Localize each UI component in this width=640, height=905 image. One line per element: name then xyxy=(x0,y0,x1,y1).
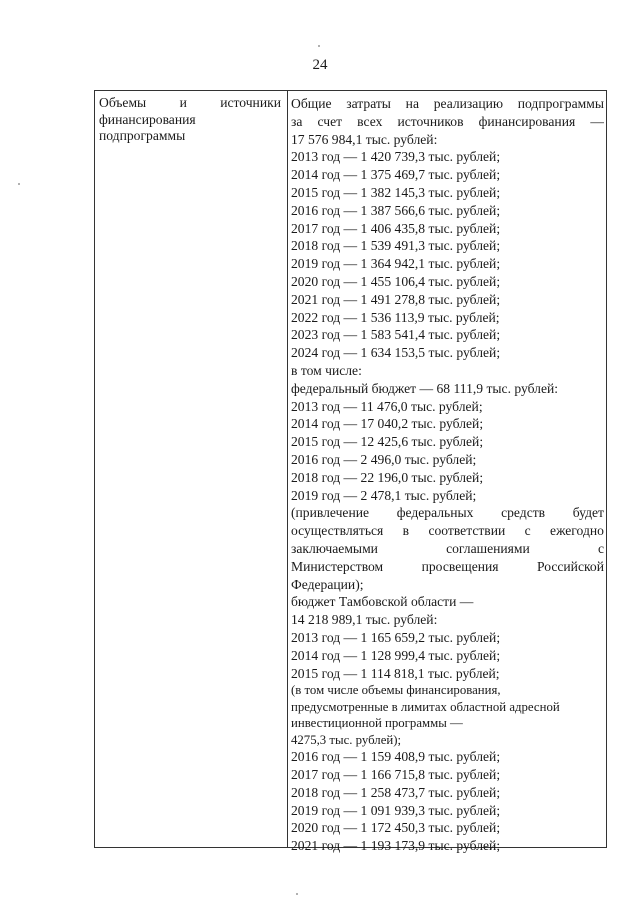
federal-note-line xyxy=(291,504,604,522)
scan-speck xyxy=(18,183,20,185)
row-label-line-2: финансирования xyxy=(99,111,196,127)
scan-speck xyxy=(318,45,320,47)
row-label-cell xyxy=(99,95,281,145)
federal-note-line-word: ежегодно xyxy=(550,523,604,539)
federal-budget-header: федеральный бюджет — 68 111,9 тыс. рублей: xyxy=(291,380,559,396)
federal-note-line-word: соглашениями xyxy=(446,540,530,556)
federal-note-line-word: Министерством xyxy=(291,558,384,574)
federal-note-line-word: с xyxy=(597,540,604,556)
total-year-line: 2022 год — 1 536 113,9 тыс. рублей; xyxy=(291,309,500,325)
regional-year-line: 2020 год — 1 172 450,3 тыс. рублей; xyxy=(291,820,501,836)
total-year-line: 2016 год — 1 387 566,6 тыс. рублей; xyxy=(291,202,501,218)
intro-line-2-word: всех xyxy=(357,113,383,129)
financing-details-cell xyxy=(291,95,604,855)
federal-note-line xyxy=(291,540,604,558)
intro-line-1-word: затраты xyxy=(346,96,391,111)
row-label-word: источники xyxy=(220,95,281,110)
regional-year-line: 2014 год — 1 128 999,4 тыс. рублей; xyxy=(291,647,501,663)
regional-year-line: 2013 год — 1 165 659,2 тыс. рублей; xyxy=(291,629,501,645)
federal-year-line: 2014 год — 17 040,2 тыс. рублей; xyxy=(291,416,484,432)
federal-note-line-word: (привлечение xyxy=(291,505,370,521)
intro-line-2-word: источников xyxy=(397,113,464,129)
regional-year-line: 2015 год — 1 114 818,1 тыс. рублей; xyxy=(291,665,500,681)
intro-line-2-word: счет xyxy=(317,113,343,129)
intro-line-1 xyxy=(291,95,604,113)
federal-note-line-word: осуществляться xyxy=(291,523,384,539)
federal-note-line-word: федеральных xyxy=(396,505,474,521)
federal-note-line xyxy=(291,558,604,576)
total-year-line: 2018 год — 1 539 491,3 тыс. рублей; xyxy=(291,238,501,254)
federal-year-line: 2018 год — 22 196,0 тыс. рублей; xyxy=(291,469,484,485)
total-year-line: 2013 год — 1 420 739,3 тыс. рублей; xyxy=(291,149,501,165)
including-label: в том числе: xyxy=(291,362,362,378)
regional-year-line: 2018 год — 1 258 473,7 тыс. рублей; xyxy=(291,784,501,800)
regional-note-line: предусмотренные в лимитах областной адресной xyxy=(291,699,560,714)
row-label-line-3: подпрограммы xyxy=(99,128,186,144)
federal-note-line-word: заключаемыми xyxy=(291,540,378,556)
federal-note-line-word: просвещения xyxy=(421,558,499,574)
total-year-line: 2024 год — 1 634 153,5 тыс. рублей; xyxy=(291,345,501,361)
column-divider xyxy=(287,91,288,847)
federal-year-line: 2013 год — 11 476,0 тыс. рублей; xyxy=(291,398,483,414)
intro-line-2 xyxy=(291,113,604,131)
federal-note-line xyxy=(291,522,604,540)
scan-speck xyxy=(296,893,298,895)
regional-year-line: 2021 год — 1 193 173,9 тыс. рублей; xyxy=(291,838,501,854)
regional-budget-amount: 14 218 989,1 тыс. рублей: xyxy=(291,612,438,628)
total-year-line: 2020 год — 1 455 106,4 тыс. рублей; xyxy=(291,273,501,289)
federal-note-line-word: средств xyxy=(501,505,546,521)
federal-year-line: 2015 год — 12 425,6 тыс. рублей; xyxy=(291,434,484,450)
federal-year-line: 2019 год — 2 478,1 тыс. рублей; xyxy=(291,487,477,503)
regional-year-line: 2017 год — 1 166 715,8 тыс. рублей; xyxy=(291,767,501,783)
regional-note-line: инвестиционной программы — xyxy=(291,716,463,731)
intro-line-1-word: на xyxy=(405,96,419,111)
total-year-line: 2019 год — 1 364 942,1 тыс. рублей; xyxy=(291,256,501,272)
federal-note-line-word: в xyxy=(402,523,410,539)
federal-note-line: Федерации); xyxy=(291,576,364,592)
financing-table xyxy=(94,90,607,854)
regional-year-line: 2019 год — 1 091 939,3 тыс. рублей; xyxy=(291,802,501,818)
federal-note-line-word: будет xyxy=(572,505,604,521)
federal-year-line: 2016 год — 2 496,0 тыс. рублей; xyxy=(291,451,477,467)
regional-note-line: 4275,3 тыс. рублей); xyxy=(291,732,402,747)
total-year-line: 2021 год — 1 491 278,8 тыс. рублей; xyxy=(291,291,501,307)
intro-line-2-word: за xyxy=(291,113,303,129)
row-label-word: и xyxy=(179,95,187,110)
intro-line-1-word: Общие xyxy=(291,96,332,111)
federal-note-line-word: соответствии xyxy=(428,523,506,539)
row-label-line-1 xyxy=(99,95,281,112)
regional-year-line: 2016 год — 1 159 408,9 тыс. рублей; xyxy=(291,749,501,765)
federal-note-line-word: с xyxy=(524,523,531,539)
total-amount: 17 576 984,1 тыс. рублей: xyxy=(291,131,438,147)
regional-budget-header: бюджет Тамбовской области — xyxy=(291,594,474,610)
total-year-line: 2014 год — 1 375 469,7 тыс. рублей; xyxy=(291,167,501,183)
total-year-line: 2023 год — 1 583 541,4 тыс. рублей; xyxy=(291,327,501,343)
total-year-line: 2015 год — 1 382 145,3 тыс. рублей; xyxy=(291,184,501,200)
total-year-line: 2017 год — 1 406 435,8 тыс. рублей; xyxy=(291,220,501,236)
intro-line-2-word: — xyxy=(590,113,604,129)
row-label-word: Объемы xyxy=(99,95,147,110)
intro-line-1-word: реализацию xyxy=(433,96,504,111)
regional-note-line: (в том числе объемы финансирования, xyxy=(291,683,501,698)
page-number: 24 xyxy=(312,57,328,73)
intro-line-2-word: финансирования xyxy=(478,113,576,129)
intro-line-1-word: подпрограммы xyxy=(517,96,604,111)
federal-note-line-word: Российской xyxy=(536,558,604,574)
